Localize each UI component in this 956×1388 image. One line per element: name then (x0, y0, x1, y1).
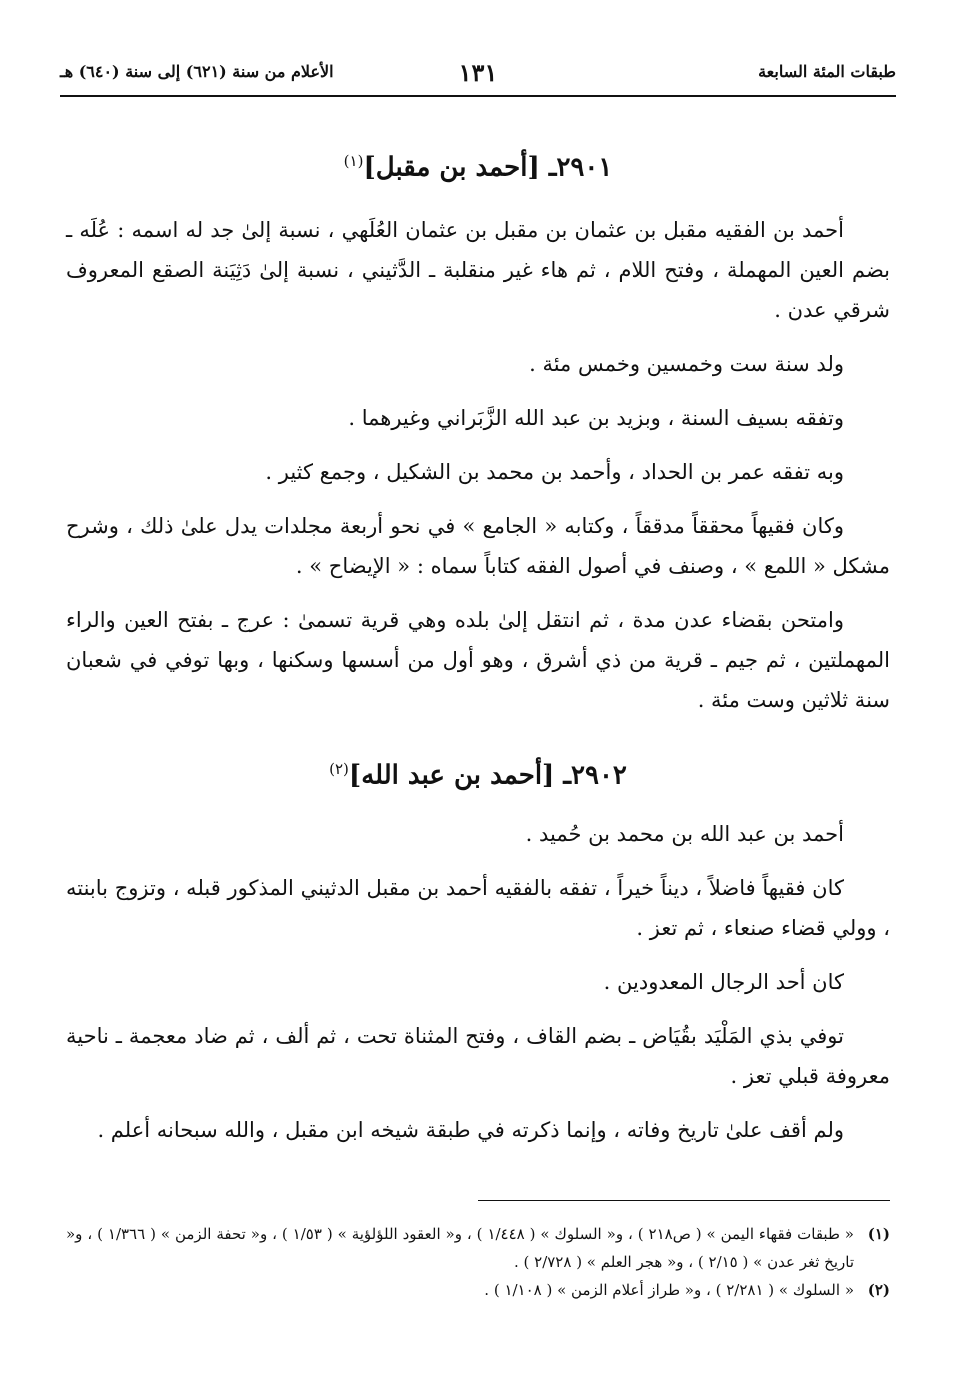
paragraph: أحمد بن الفقيه مقبل بن عثمان بن مقبل بن عثمان العُلَهي ، نسبة إلىٰ جد له اسمه : عُلَه ـ بضم العين المهملة ، وفتح اللام ، ثم هاء غير منقلبة ـ الدَّثيني ، نسبة إلىٰ دَثِيَنة الصقع المعروف شرقي عدن . (66, 218, 890, 322)
footnote-2 (66, 1276, 890, 1304)
paragraph: وكان فقيهاً محققاً مدققاً ، وكتابه « الجامع » في نحو أربعة مجلدات يدل علىٰ ذلك ، وشرح مشكل « اللمع » ، وصنف في أصول الفقه كتاباً سماه : « الإيضاح » . (66, 514, 890, 578)
paragraph: ولم أقف علىٰ تاريخ وفاته ، وإنما ذكرته في طبقة شيخه ابن مقبل ، والله سبحانه أعلم . (97, 1118, 844, 1142)
footnote-reference: (١) (343, 152, 364, 170)
footnote-number: (٢) (867, 1281, 890, 1299)
page-number: ١٣١ (458, 58, 498, 87)
footnotes (66, 1220, 890, 1304)
paragraph: ولد سنة ست وخمسين وخمس مئة . (529, 352, 844, 376)
entry-heading-text: ٢٩٠١ـ [أحمد بن مقبل] (363, 152, 613, 183)
footnote-number: (١) (867, 1225, 890, 1243)
footnote-text: « طبقات فقهاء اليمن » ( ص٢١٨ ) ، و« السلوك » ( ١/٤٤٨ ) ، و« العقود اللؤلؤية » ( ١/٥٣ ) ، و« تحفة الزمن » ( ١/٣٦٦ ) ، و« تاريخ ثغر عدن » ( ٢/١٥ ) ، و« هجر العلم » ( ٢/٧٢٨ ) . (66, 1225, 854, 1271)
footnote-divider (478, 1200, 890, 1201)
running-header (60, 58, 896, 90)
header-section-title: طبقات المئة السابعة (758, 62, 896, 81)
header-range-title: الأعلام من سنة (٦٢١) إلى سنة (٦٤٠) هـ (60, 62, 334, 81)
entry-heading-text: ٢٩٠٢ـ [أحمد بن عبد الله] (348, 760, 627, 791)
paragraph: أحمد بن عبد الله بن محمد بن حُميد . (525, 822, 844, 846)
entry-body-2901 (66, 210, 890, 720)
paragraph: كان فقيهاً فاضلاً ، ديناً خيراً ، تفقه بالفقيه أحمد بن مقبل الدثيني المذكور قبله ، وتزوج بابنته ، وولي قضاء صنعاء ، ثم تعز . (66, 876, 890, 940)
entry-heading-2901 (60, 152, 896, 183)
footnote-text: « السلوك » ( ٢/٢٨١ ) ، و« طراز أعلام الزمن » ( ١/١٠٨ ) . (484, 1281, 854, 1299)
paragraph: توفي بذي المَلْيَد بقُيَاض ـ بضم القاف ، وفتح المثناة تحت ، ثم ألف ، ثم ضاد معجمة ـ ناحية معروفة قبلي تعز . (66, 1024, 890, 1088)
footnote-1 (66, 1220, 890, 1276)
entry-heading-2902 (60, 760, 896, 791)
paragraph: كان أحد الرجال المعدودين . (603, 970, 844, 994)
entry-body-2902 (66, 814, 890, 1150)
paragraph: وامتحن بقضاء عدن مدة ، ثم انتقل إلىٰ بلده وهي قرية تسمىٰ : عرج ـ بفتح العين والراء المهملتين ، ثم جيم ـ قرية من ذي أشرق ، وهو أول من أسسها وسكنها ، وبها توفي في شعبان سنة ثلاثين وست مئة . (66, 608, 890, 712)
header-divider (60, 95, 896, 97)
paragraph: وبه تفقه عمر بن الحداد ، وأحمد بن محمد بن الشكيل ، وجمع كثير . (265, 460, 844, 484)
footnote-reference: (٢) (329, 760, 349, 778)
paragraph: وتفقه بسيف السنة ، وبزيد بن عبد الله الزَّبَراني وغيرهما . (348, 406, 844, 430)
